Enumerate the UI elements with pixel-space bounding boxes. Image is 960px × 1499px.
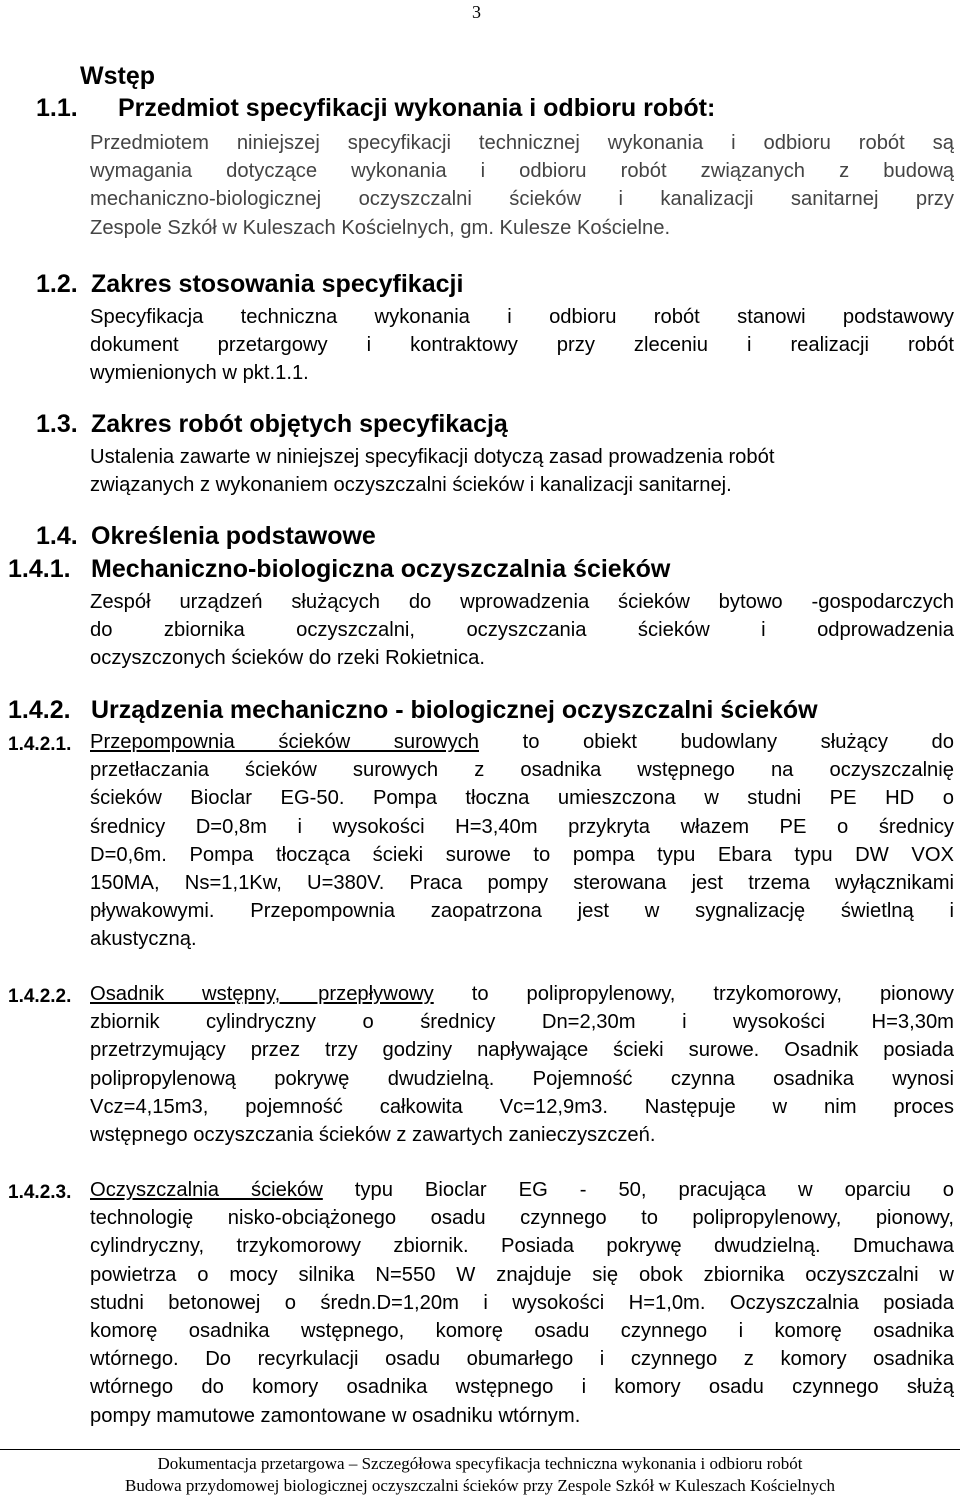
text-line: oczyszczonych ścieków do rzeki Rokietnica. bbox=[90, 647, 485, 670]
section-title: Urządzenia mechaniczno - biologicznej oczyszczalni ścieków bbox=[91, 696, 818, 724]
text-line: powietrza o mocy silnika N=550 W znajduje się obok zbiornika oczyszczalni w bbox=[90, 1263, 954, 1286]
text-line: komorę osadnika wstępnego, komorę osadu czynnego i komorę osadnika bbox=[90, 1320, 954, 1343]
text-line: 150MA, Ns=1,1Kw, U=380V. Praca pompy sterowana jest trzema wyłącznikami bbox=[90, 872, 954, 895]
text-line: wtórnego. Do recyrkulacji osadu obumarłego i czynnego z komory osadnika bbox=[90, 1348, 954, 1371]
text-line: zbiornik cylindryczny o średnicy Dn=2,30m i wysokości H=3,30m bbox=[90, 1011, 954, 1034]
text-line: wymienionych w pkt.1.1. bbox=[90, 362, 309, 385]
text-line: średnicy D=0,8m i wysokości H=3,40m przykryta włazem PE o średnicy bbox=[90, 815, 954, 838]
footer-line-1: Dokumentacja przetargowa – Szczegółowa specyfikacja techniczna wykonania i odbioru robót bbox=[157, 1454, 803, 1473]
text-line: pompy mamutowe zamontowane w osadniku wtórnym. bbox=[90, 1404, 581, 1427]
page-number: 3 bbox=[472, 2, 481, 22]
section-1-4-1-body bbox=[90, 588, 954, 673]
section-number: 1.4.1. bbox=[8, 555, 71, 583]
section-1-2-body bbox=[90, 303, 954, 388]
footer-line-2: Budowa przydomowej biologicznej oczyszczalni ścieków przy Zespole Szkół w Kuleszach Kościelnych bbox=[125, 1476, 835, 1495]
text-line: wstępnego oczyszczania ścieków z zawartych zanieczyszczeń. bbox=[90, 1124, 656, 1147]
section-1-4-2-1-body bbox=[90, 728, 954, 954]
term-underlined: Przepompownia ścieków surowych bbox=[90, 731, 480, 753]
text-line: Przedmiotem niniejszej specyfikacji technicznej wykonania i odbioru robót są bbox=[90, 132, 954, 154]
subsection-number: 1.4.2.3. bbox=[8, 1182, 72, 1203]
text-fragment: typu Bioclar EG - 50, pracująca w oparciu o bbox=[354, 1179, 954, 1201]
term-underlined: Oczyszczalnia ścieków bbox=[90, 1179, 323, 1201]
text-fragment: to polipropylenowy, trzykomorowy, pionowy bbox=[471, 983, 954, 1005]
subsection-number: 1.4.2.2. bbox=[8, 986, 72, 1007]
text-line: polipropylenową pokrywę dwudzielną. Pojemność czynna osadnika wynosi bbox=[90, 1067, 954, 1090]
text-line: studni betonowej o średn.D=1,20m i wysokości H=1,0m. Oczyszczalnia posiada bbox=[90, 1291, 954, 1314]
intro-heading: Wstęp bbox=[80, 62, 155, 90]
section-number: 1.3. bbox=[36, 410, 78, 438]
text-line: do zbiornika oczyszczalni, oczyszczania ścieków i odprowadzenia bbox=[90, 619, 954, 642]
text-line: cylindryczny, trzykomorowy zbiornik. Posiada pokrywę dwudzielną. Dmuchawa bbox=[90, 1235, 954, 1258]
text-line: wymagania dotyczące wykonania i odbioru robót związanych z budową bbox=[90, 160, 954, 183]
section-1-4-2-2-body bbox=[90, 980, 954, 1149]
term-underlined: Osadnik wstępny, przepływowy bbox=[90, 983, 434, 1005]
text-line: dokument przetargowy i kontraktowy przy zleceniu i realizacji robót bbox=[90, 334, 954, 357]
text-line: przetłaczania ścieków surowych z osadnika wstępnego na oczyszczalnię bbox=[90, 759, 954, 782]
text-line: Ustalenia zawarte w niniejszej specyfikacji dotyczą zasad prowadzenia robót bbox=[90, 446, 775, 468]
section-title: Określenia podstawowe bbox=[91, 522, 376, 550]
text-line: Specyfikacja techniczna wykonania i odbioru robót stanowi podstawowy bbox=[90, 306, 954, 328]
text-line: przetrzymujący przez trzy godziny napływające ścieki surowe. Osadnik posiada bbox=[90, 1039, 954, 1062]
text-line: Zespół urządzeń służących do wprowadzenia ścieków bytowo -gospodarczych bbox=[90, 591, 954, 613]
text-line: Zespole Szkół w Kuleszach Kościelnych, gm. Kulesze Kościelne. bbox=[90, 216, 671, 239]
text-line bbox=[90, 728, 954, 756]
text-line: pływakowymi. Przepompownia zaopatrzona jest w sygnalizację świetlną i bbox=[90, 900, 954, 923]
text-line: akustyczną. bbox=[90, 928, 197, 951]
section-title: Przedmiot specyfikacji wykonania i odbioru robót: bbox=[118, 94, 716, 122]
section-title: Zakres robót objętych specyfikacją bbox=[91, 410, 508, 438]
text-line bbox=[90, 1176, 954, 1204]
text-fragment: to obiekt budowlany służący do bbox=[522, 731, 954, 753]
text-line: technologię nisko-obciążonego osadu czynnego to polipropylenowy, pionowy, bbox=[90, 1207, 954, 1230]
text-line: Vcz=4,15m3, pojemność całkowita Vc=12,9m3. Następuje w nim proces bbox=[90, 1095, 954, 1118]
subsection-number: 1.4.2.1. bbox=[8, 734, 72, 755]
section-number: 1.4. bbox=[36, 522, 78, 550]
text-line: mechaniczno-biologicznej oczyszczalni ścieków i kanalizacji sanitarnej przy bbox=[90, 188, 954, 211]
section-number: 1.4.2. bbox=[8, 696, 71, 724]
text-line: D=0,6m. Pompa tłocząca ścieki surowe to pompa typu Ebara typu DW VOX bbox=[90, 843, 954, 866]
text-line: związanych z wykonaniem oczyszczalni ścieków i kanalizacji sanitarnej. bbox=[90, 474, 732, 497]
section-number: 1.2. bbox=[36, 270, 78, 298]
text-line: wtórnego do komory osadnika wstępnego i komory osadu czynnego służą bbox=[90, 1376, 954, 1399]
text-line: ścieków Bioclar EG-50. Pompa tłoczna umieszczona w studni PE HD o bbox=[90, 787, 954, 810]
section-title: Zakres stosowania specyfikacji bbox=[91, 270, 464, 298]
section-1-4-2-3-body bbox=[90, 1176, 954, 1430]
footer-divider bbox=[0, 1449, 960, 1450]
section-1-1-body bbox=[90, 129, 954, 242]
text-line bbox=[90, 980, 954, 1008]
section-title: Mechaniczno-biologiczna oczyszczalnia ścieków bbox=[91, 555, 671, 583]
section-number: 1.1. bbox=[36, 94, 78, 122]
section-1-3-body bbox=[90, 443, 954, 499]
